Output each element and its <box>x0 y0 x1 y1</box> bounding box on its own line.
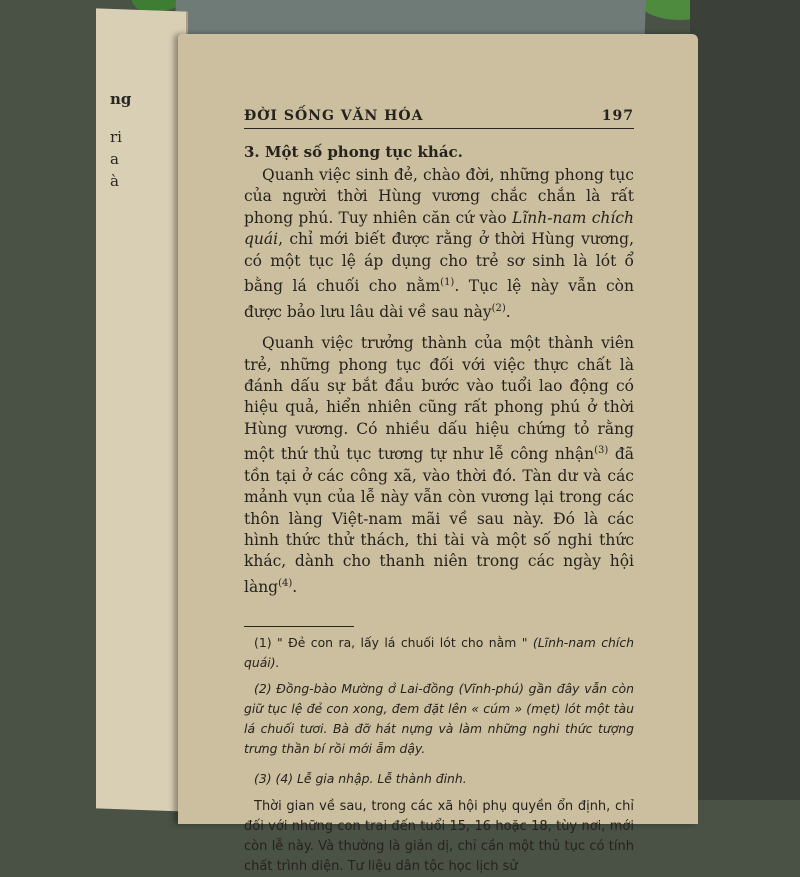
paragraph-text: Quanh việc trưởng thành của một thành viên trẻ, những phong tục đối với việc thực chất là đánh dấu sự bắt đầu bước vào tuổi lao động có hiệu quả, hiển nhiên cũng rất phong phú ở thời Hùng vương. Có nhiều dấu hiệu chứng tỏ rằng một thứ thủ tục tương tự như lễ công nhận <box>244 334 634 464</box>
paragraph-text: , chỉ mới biết được rằng ở thời Hùng vương, có một tục lệ áp dụng cho trẻ sơ sinh là lót ổ bằng lá chuối cho nằm <box>244 230 634 296</box>
footnote-2: (2) Đồng-bào Mường ở Lai-đồng (Vĩnh-phú) gần đây vẫn còn giữ tục lệ đẻ con xong, đem đặt lên « cúm » (mẹt) lót một tàu lá chuối tươi. Bà đỡ hát nựng và làm những nghi thức tượng trưng thần bí rồi mới ẵm dậy. <box>244 681 634 757</box>
footnote-ref: (2) <box>491 302 506 314</box>
header-title: ĐỜI SỐNG VĂN HÓA <box>244 108 424 124</box>
left-page-fragment: a <box>110 150 119 168</box>
page-content <box>244 108 634 877</box>
paragraph-text: . <box>292 577 298 596</box>
footnote-ref: (3) <box>594 445 609 457</box>
footnote-divider <box>244 626 354 627</box>
footnote-3-4-title: (3) (4) Lễ gia nhập. Lễ thành đinh. <box>254 771 467 787</box>
background-right <box>690 0 800 800</box>
paragraph-2 <box>244 333 634 598</box>
footnote-ref: (1) <box>440 277 455 289</box>
running-header <box>244 108 634 129</box>
section-title: 3. Một số phong tục khác. <box>244 143 463 161</box>
page-number: 197 <box>601 108 634 124</box>
footnote-ref: (4) <box>278 577 293 589</box>
paragraph-text: đã tồn tại ở các công xã, vào thời đó. Tàn dư và các mảnh vụn của lễ này vẫn còn vương lại trong các thôn làng Việt-nam mãi về sau này. Đó là các hình thức thử thách, thi tài và một số nghi thức khác, dành cho thanh niên trong các ngày hội làng <box>244 445 635 596</box>
paragraph-text: . Tục lệ này vẫn còn được bảo lưu lâu dài về sau này <box>244 277 634 321</box>
footnote-1 <box>244 633 634 673</box>
footnote-text: (1) " Đẻ con ra, lấy lá chuối lót cho nằm " <box>254 635 533 651</box>
left-page-fragment: à <box>110 172 119 190</box>
book-title-italic: Lĩnh-nam chích quái <box>244 208 634 249</box>
left-page-fragment: ng <box>110 90 132 108</box>
footnote-3-4-text: Thời gian về sau, trong các xã hội phụ quyền ổn định, chỉ đối với những con trai đến tuổi 15, 16 hoặc 18, tùy nơi, mới còn lễ này. Và thường là giản dị, chỉ cần một thủ tục có tính chất trình diện. Tư liệu dân tộc học lịch sử <box>244 799 634 875</box>
paragraph-1 <box>244 165 634 323</box>
paragraph-text: Quanh việc sinh đẻ, chào đời, những phong tục của người thời Hùng vương chắc chắn là rất phong phú. Tuy nhiên căn cứ vào <box>244 166 634 227</box>
footnote-source: (Lĩnh-nam chích quái). <box>244 635 634 671</box>
paragraph-text: . <box>505 302 511 321</box>
left-page-fragment: ri <box>110 128 122 146</box>
